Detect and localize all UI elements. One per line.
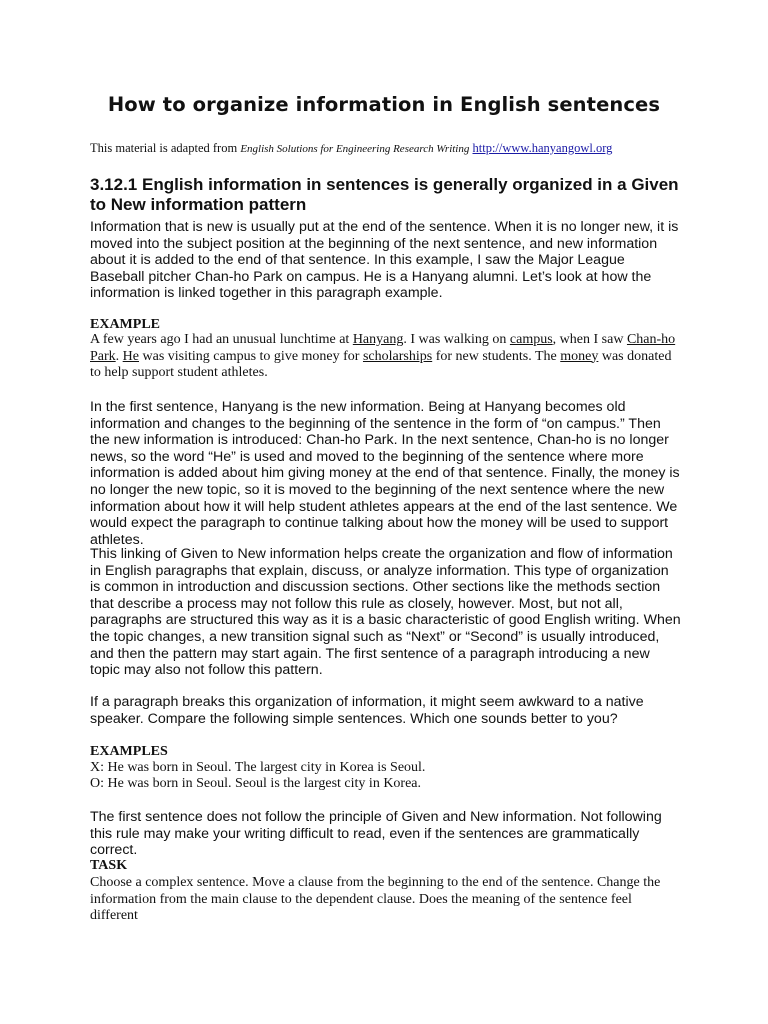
example-text: was visiting campus to give money for xyxy=(139,348,363,364)
examples-label: EXAMPLES xyxy=(90,744,168,759)
underlined-term: Hanyang xyxy=(352,332,404,347)
example-line-x: X: He was born in Seoul. The largest city in Korea is Seoul. xyxy=(90,760,426,775)
example-text: . xyxy=(115,348,123,364)
example-label: EXAMPLE xyxy=(90,317,160,332)
document-title: How to organize information in English sentences xyxy=(107,93,661,116)
source-book-title: English Solutions for Engineering Research Writing xyxy=(240,143,470,155)
task-paragraph: Choose a complex sentence. Move a clause from the beginning to the end of the sentence. Change the information from the main clause to the dependent clause. Does the meaning of the sentence feel different xyxy=(90,875,661,923)
source-prefix: This material is adapted from xyxy=(90,141,238,155)
underlined-term: Chan-ho Park xyxy=(90,332,676,364)
example-text: A few years ago I had an unusual lunchtime at xyxy=(90,332,353,347)
source-link[interactable]: http://www.hanyangowl.org xyxy=(472,141,613,155)
task-label: TASK xyxy=(90,858,128,873)
underlined-term: He xyxy=(122,348,139,364)
example-text: was donated to help support student athletes. xyxy=(90,348,672,380)
analysis-paragraph: In the first sentence, Hanyang is the new information. Being at Hanyang becomes old information and changes to the beginning of the sentence in the form of “on campus.” Then the new information is introduced: Chan-ho Park. In the next sentence, Chan-ho is no longer news, so the word “He” is used and moved to the beginning of the sentence where more information is added about him giving money at the end of that sentence. Finally, the money is no longer the new topic, so it is moved to the beginning of the next sentence where the new information about how it will help student athletes appears at the end of the last sentence. We would expect the paragraph to continue talking about how the money will be used to support athletes. xyxy=(90,399,680,548)
example-paragraph xyxy=(90,332,682,382)
underlined-term: scholarships xyxy=(362,348,433,364)
example-text: , when I saw xyxy=(552,332,627,347)
source-note xyxy=(90,141,612,156)
breaks-paragraph: If a paragraph breaks this organization of information, it might seem awkward to a native speaker. Compare the following simple sentences. Which one sounds better to you? xyxy=(90,694,644,727)
section-heading: 3.12.1 English information in sentences is generally organized in a Given to New information pattern xyxy=(90,175,679,214)
underlined-term: campus xyxy=(509,332,553,347)
example-text: for new students. The xyxy=(432,348,561,364)
example-text: . I was walking on xyxy=(403,332,510,347)
linking-paragraph: This linking of Given to New information helps create the organization and flow of information in English paragraphs that explain, discuss, or analyze information. This type of organization is common in introduction and discussion sections. Other sections like the methods section that describe a process may not follow this rule as closely, however. Most, but not all, paragraphs are structured this way as it is a basic characteristic of good English writing. When the topic changes, a new transition signal such as “Next” or “Second” is usually introduced, and then the pattern may start again. The first sentence of a paragraph introducing a new topic may also not follow this pattern. xyxy=(90,546,681,679)
underlined-term: money xyxy=(560,348,599,364)
principle-paragraph: The first sentence does not follow the principle of Given and New information. Not following this rule may make your writing difficult to read, even if the sentences are grammatically correct. xyxy=(90,809,662,859)
example-line-o: O: He was born in Seoul. Seoul is the largest city in Korea. xyxy=(90,776,422,791)
intro-paragraph: Information that is new is usually put at the end of the sentence. When it is no longer new, it is moved into the subject position at the beginning of the next sentence, and new information about it is added to the end of that sentence. In this example, I saw the Major League Baseball pitcher Chan-ho Park on campus. He is a Hanyang alumni. Let’s look at how the information is linked together in this paragraph example. xyxy=(90,219,679,302)
